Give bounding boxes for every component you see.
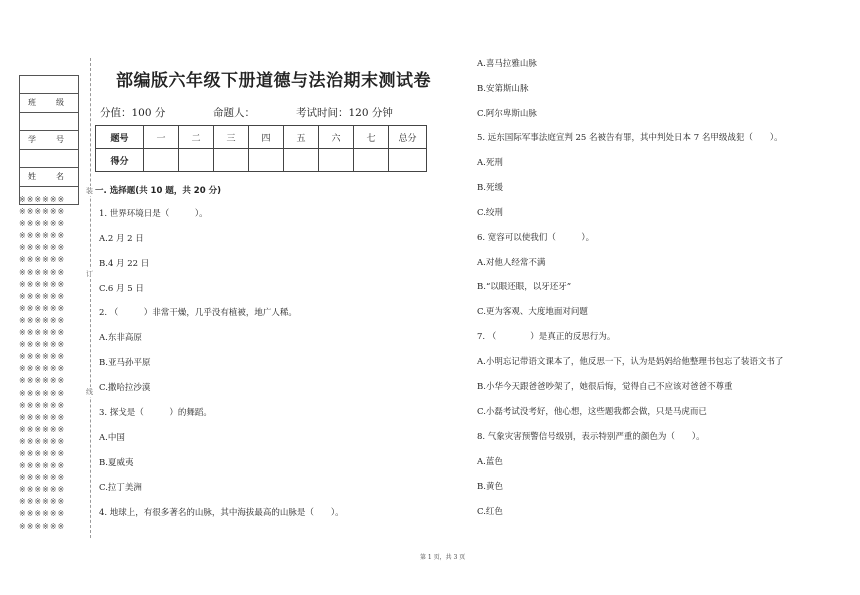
name-label: 姓 名 <box>20 168 78 187</box>
score-table <box>95 125 427 172</box>
table-header-cell: 四 <box>249 126 284 149</box>
exam-title: 部编版六年级下册道德与法治期末测试卷 <box>116 71 431 91</box>
option-line: B.安第斯山脉 <box>477 84 529 94</box>
exam-time: 考试时间：120 分钟 <box>296 107 393 119</box>
question-line: 1. 世界环境日是（ ）。 <box>99 209 208 219</box>
question-line: 6. 宽容可以使我们（ ）。 <box>477 233 595 243</box>
table-header-cell: 三 <box>214 126 249 149</box>
option-line: A.对他人经常不满 <box>477 258 546 268</box>
option-line: C.红色 <box>477 507 503 517</box>
score-value: 分值：100 分 <box>100 107 166 119</box>
score-cell[interactable] <box>249 149 284 172</box>
option-line: C.阿尔卑斯山脉 <box>477 109 537 119</box>
option-line: B.4 月 22 日 <box>99 259 150 269</box>
option-line: B.夏威夷 <box>99 458 134 468</box>
option-line: A.蓝色 <box>477 457 503 467</box>
score-cell[interactable] <box>179 149 214 172</box>
option-line: C.小磊考试没考好，他心想，这些题我都会做，只是马虎而已 <box>477 407 707 417</box>
binding-cut-line <box>90 58 91 538</box>
question-line: 4. 地球上，有很多著名的山脉，其中海拔最高的山脉是（ ）。 <box>99 508 344 518</box>
section-heading: 一. 选择题(共 10 题，共 20 分) <box>95 186 221 196</box>
setter-label: 命题人： <box>213 107 255 119</box>
option-line: A.中国 <box>99 433 125 443</box>
option-line: B.小华今天跟爸爸吵架了，她很后悔，觉得自己不应该对爸爸不尊重 <box>477 382 733 392</box>
score-cell[interactable] <box>354 149 389 172</box>
table-header-cell: 六 <box>319 126 354 149</box>
score-cell[interactable] <box>284 149 319 172</box>
option-line: C.6 月 5 日 <box>99 284 144 294</box>
option-line: C.拉丁美洲 <box>99 483 142 493</box>
score-table-header-row <box>96 126 427 149</box>
option-line: A.小明忘记带语文课本了，他反思一下，认为是妈妈给他整理书包忘了装语文书了 <box>477 357 784 367</box>
score-cell[interactable] <box>144 149 179 172</box>
binding-char-zhuang: 装 <box>86 187 93 195</box>
option-line: B.死缓 <box>477 183 503 193</box>
option-line: B.黄色 <box>477 482 503 492</box>
option-line: A.死刑 <box>477 158 503 168</box>
question-line: 3. 探戈是（ ）的舞蹈。 <box>99 408 212 418</box>
option-line: B.“以眼还眼，以牙还牙” <box>477 282 572 292</box>
student-id-field[interactable] <box>20 113 78 131</box>
student-info-box <box>19 75 79 205</box>
option-line: C.绞刑 <box>477 208 503 218</box>
score-row-label: 得分 <box>96 149 144 172</box>
option-line: B.亚马孙平原 <box>99 358 151 368</box>
binding-char-xian: 线 <box>86 388 93 396</box>
question-line: 2. （ ）非常干燥，几乎没有植被，地广人稀。 <box>99 308 297 318</box>
class-label: 班 级 <box>20 94 78 113</box>
question-line: 8. 气象灾害预警信号级别，表示特别严重的颜色为（ ）。 <box>477 432 705 442</box>
table-header-cell: 五 <box>284 126 319 149</box>
option-line: A.2 月 2 日 <box>99 234 144 244</box>
student-id-label: 学 号 <box>20 131 78 150</box>
page-footer: 第 1 页，共 3 页 <box>420 554 466 561</box>
score-cell[interactable] <box>389 149 427 172</box>
score-cell[interactable] <box>214 149 249 172</box>
name-field[interactable] <box>20 150 78 168</box>
option-line: A.东非高原 <box>99 333 142 343</box>
question-line: 7. （ ）是真正的反思行为。 <box>477 332 616 342</box>
table-header-cell: 题号 <box>96 126 144 149</box>
binding-char-ding: 订 <box>86 270 93 278</box>
option-line: C.更为客观、大度地面对问题 <box>477 307 588 317</box>
decorative-star-column: ※※※※※※ ※※※※※※ ※※※※※※ ※※※※※※ ※※※※※※ ※※※※※※ ※※※※※※ ※※※※※※ ※※※※※※ ※※※※※※ ※※※※※※ ※※※※※※ ※※※※※※ ※※※※※※ ※※※※※※ ※※※※※※ ※※※※※※ ※※※※※※ ※※※※※※ ※※※※※※ ※※※※※※ ※※※※※※ ※※※※※※ ※※※※※※ ※※※※※※ ※※※※※※ ※※※※※※ ※※※※※※ <box>19 195 66 531</box>
table-header-cell: 七 <box>354 126 389 149</box>
table-header-cell: 总分 <box>389 126 427 149</box>
score-cell[interactable] <box>319 149 354 172</box>
question-line: 5. 远东国际军事法庭宣判 25 名被告有罪，其中判处日本 7 名甲级战犯（ ）。 <box>477 133 783 143</box>
table-header-cell: 一 <box>144 126 179 149</box>
score-table-score-row <box>96 149 427 172</box>
option-line: A.喜马拉雅山脉 <box>477 59 537 69</box>
option-line: C.撒哈拉沙漠 <box>99 383 151 393</box>
table-header-cell: 二 <box>179 126 214 149</box>
class-field[interactable] <box>20 76 78 94</box>
